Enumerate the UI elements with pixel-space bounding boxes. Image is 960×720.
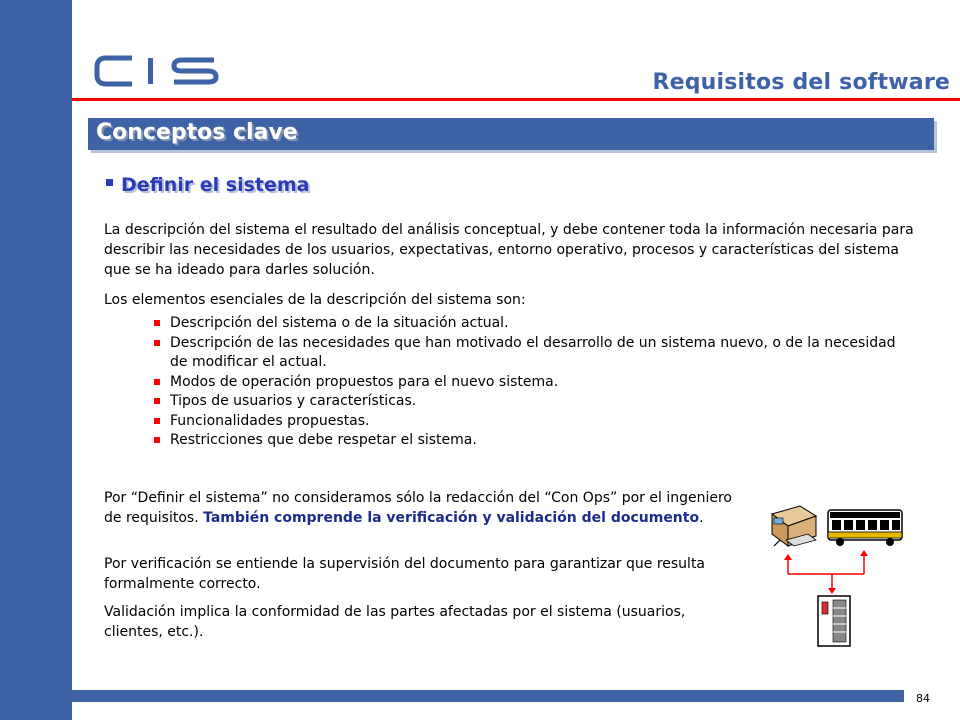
list-item: Descripción del sistema o de la situación actual. [152, 314, 912, 334]
system-illustration [760, 496, 910, 652]
elements-list [152, 314, 912, 451]
server-icon [818, 596, 850, 646]
page-number: 84 [916, 692, 930, 705]
bullet-icon [154, 418, 160, 424]
footer-bar [72, 690, 904, 702]
list-item: Descripción de las necesidades que han motivado el desarrollo de un sistema nuevo, o de la necesidad de modificar el actual. [152, 334, 912, 373]
verification-definition: Por verificación se entiende la supervisión del documento para garantizar que resulta formalmente correcto. [104, 556, 706, 592]
cis-logo [94, 54, 226, 88]
list-item: Funcionalidades propuestas. [152, 412, 912, 432]
left-accent-bar [0, 0, 72, 720]
list-item: Modos de operación propuestos para el nuevo sistema. [152, 373, 912, 393]
package-icon [772, 506, 816, 546]
intro-paragraph: La descripción del sistema el resultado del análisis conceptual, y debe contener toda la información necesaria para describir las necesidades de los usuarios, expectativas, entorno operativo, procesos y características del sistema que se ha ideado para darles solución. [104, 222, 914, 278]
header-divider [72, 98, 960, 101]
bullet-icon [154, 320, 160, 326]
bus-icon [828, 510, 902, 546]
slide-title: Requisitos del software [652, 70, 950, 95]
verification-paragraph: Por “Definir el sistema” no consideramos sólo la redacción del “Con Ops” por el ingeniero de requisitos. También comprende la verificación y validación del documento. [104, 490, 732, 526]
bullet-icon [154, 340, 160, 346]
subheading-text: Definir el sistema [121, 174, 310, 196]
section-title: Conceptos clave [96, 120, 298, 145]
elements-intro: Los elementos esenciales de la descripción del sistema son: [104, 292, 526, 308]
bullet-icon [154, 398, 160, 404]
list-item: Tipos de usuarios y características. [152, 392, 912, 412]
bullet-square-icon [106, 179, 113, 186]
connector-lines [784, 550, 868, 594]
subheading [106, 174, 310, 196]
bullet-icon [154, 379, 160, 385]
highlight-text: También comprende la verificación y validación del documento [203, 510, 700, 526]
list-item: Restricciones que debe respetar el sistema. [152, 431, 912, 451]
bullet-icon [154, 437, 160, 443]
validation-definition: Validación implica la conformidad de las partes afectadas por el sistema (usuarios, clientes, etc.). [104, 604, 686, 640]
